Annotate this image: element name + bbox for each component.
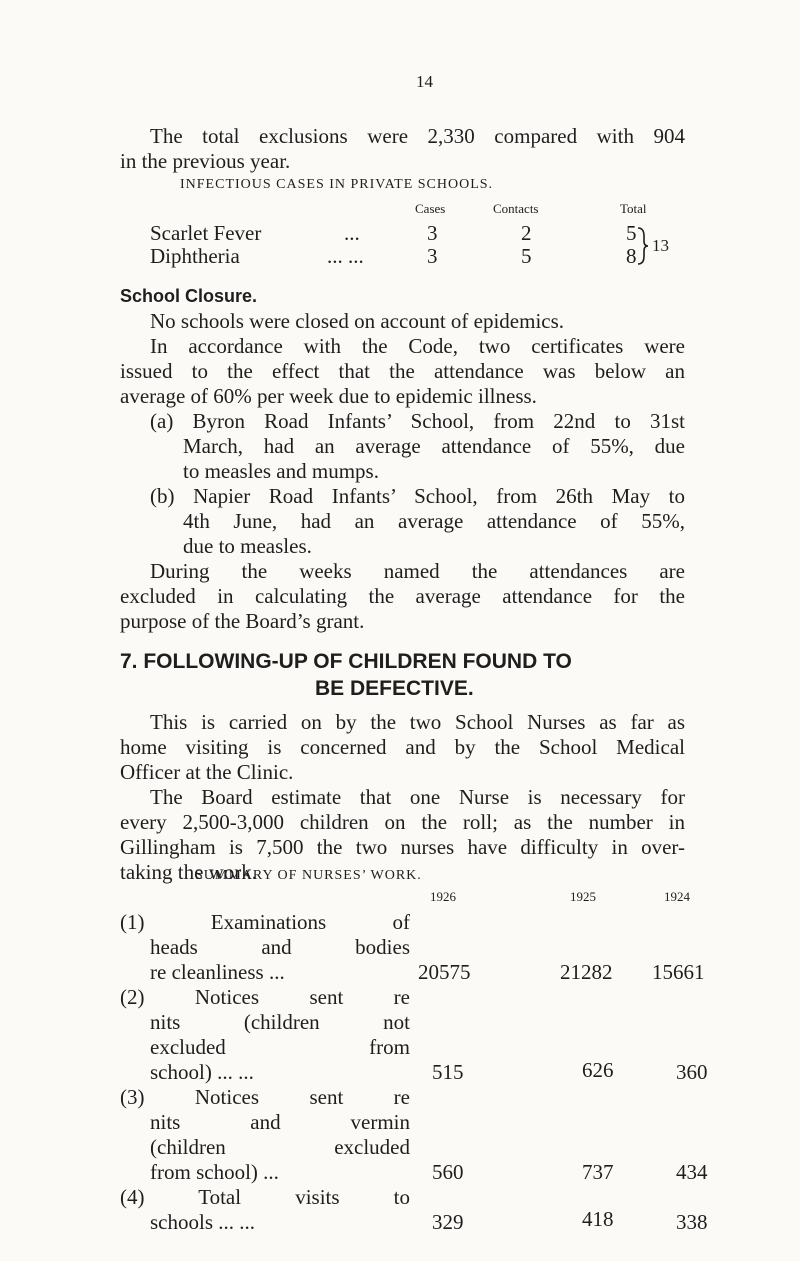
text-line: issued to the effect that the attendance was below an [120, 359, 685, 383]
text-line: Gillingham is 7,500 the two nurses have difficulty in over- [120, 835, 685, 859]
header-cases: Cases [415, 201, 446, 216]
text-line: In accordance with the Code, two certificates were [150, 334, 685, 358]
text-line: (a) Byron Road Infants’ School, from 22nd to 31st [150, 409, 685, 433]
intro-paragraph [120, 124, 685, 174]
header-contacts: Contacts [493, 201, 539, 216]
summary-value: 418 [582, 1207, 614, 1231]
text-line: purpose of the Board’s grant. [120, 609, 365, 633]
page-number: 14 [416, 72, 433, 91]
text-line: During the weeks named the attendances are [150, 559, 685, 583]
summary-row-label [120, 910, 410, 985]
text-line: (3) Notices sent re [120, 1085, 410, 1109]
total-value: 8 [626, 244, 637, 268]
text-line: Officer at the Clinic. [120, 760, 294, 784]
year-header: 1924 [664, 889, 690, 904]
text-line: from school) ... [150, 1160, 279, 1184]
total-value: 5 [626, 221, 637, 245]
section-7-paragraph-1 [120, 710, 685, 785]
text-line: taking the work. [120, 860, 258, 884]
text-line: in the previous year. [120, 149, 291, 173]
cases-value: 3 [427, 244, 438, 268]
text-line: nits (children not [150, 1010, 410, 1034]
text-line: excluded from [150, 1035, 410, 1059]
closure-item-b [150, 484, 685, 559]
leader-dots: ... [344, 221, 360, 245]
text-line: The total exclusions were 2,330 compared with 904 [150, 124, 685, 148]
summary-value: 626 [582, 1058, 614, 1082]
contacts-value: 5 [521, 244, 532, 268]
summary-row-label [120, 1185, 410, 1235]
summary-value: 329 [432, 1210, 464, 1234]
text-line: March, had an average attendance of 55%, due [183, 434, 685, 458]
summary-value: 515 [432, 1060, 464, 1084]
closure-paragraph-1 [120, 309, 685, 334]
brace-icon [636, 226, 650, 266]
section-7-heading-continued: BE DEFECTIVE. [315, 677, 474, 700]
text-line: (4) Total visits to [120, 1185, 410, 1209]
closure-paragraph-2 [120, 334, 685, 409]
summary-value: 21282 [560, 960, 613, 984]
summary-value: 737 [582, 1160, 614, 1184]
text-line: nits and vermin [150, 1110, 410, 1134]
infectious-table-title: INFECTIOUS CASES IN PRIVATE SCHOOLS. [180, 177, 494, 192]
leader-dots: ... ... [327, 244, 364, 268]
summary-value: 15661 [652, 960, 705, 984]
year-header: 1925 [570, 889, 596, 904]
cases-value: 3 [427, 221, 438, 245]
summary-row-label [120, 1085, 410, 1185]
summary-value: 20575 [418, 960, 471, 984]
summary-value: 434 [676, 1160, 708, 1184]
contacts-value: 2 [521, 221, 532, 245]
closure-item-a [150, 409, 685, 484]
summary-value: 360 [676, 1060, 708, 1084]
text-line: (1) Examinations of [120, 910, 410, 934]
text-line: heads and bodies [150, 935, 410, 959]
summary-table-title: SUMMARY OF NURSES’ WORK. [195, 868, 422, 883]
header-total: Total [620, 201, 647, 216]
closure-paragraph-3 [120, 559, 685, 634]
grand-total-value: 13 [652, 236, 669, 255]
text-line: 4th June, had an average attendance of 55%, [183, 509, 685, 533]
text-line: re cleanliness ... [150, 960, 285, 984]
disease-name: Scarlet Fever [150, 221, 262, 245]
text-line: home visiting is concerned and by the School Medical [120, 735, 685, 759]
disease-name: Diphtheria [150, 244, 240, 268]
summary-value: 560 [432, 1160, 464, 1184]
text-line: excluded in calculating the average attendance for the [120, 584, 685, 608]
text-line: to measles and mumps. [183, 459, 379, 483]
text-line: schools ... ... [150, 1210, 255, 1234]
text-line: every 2,500-3,000 children on the roll; as the number in [120, 810, 685, 834]
text-line: school) ... ... [150, 1060, 254, 1084]
text-line: No schools were closed on account of epidemics. [150, 309, 565, 333]
section-7-heading: 7. FOLLOWING-UP OF CHILDREN FOUND TO [120, 650, 572, 673]
summary-value: 338 [676, 1210, 708, 1234]
text-line: average of 60% per week due to epidemic illness. [120, 384, 537, 408]
text-line: This is carried on by the two School Nurses as far as [150, 710, 685, 734]
school-closure-heading: School Closure. [120, 286, 258, 306]
summary-row-label [120, 985, 410, 1085]
text-line: The Board estimate that one Nurse is necessary for [150, 785, 685, 809]
text-line: due to measles. [183, 534, 312, 558]
text-line: (children excluded [150, 1135, 410, 1159]
text-line: (b) Napier Road Infants’ School, from 26th May to [150, 484, 685, 508]
year-header: 1926 [430, 889, 456, 904]
text-line: (2) Notices sent re [120, 985, 410, 1009]
